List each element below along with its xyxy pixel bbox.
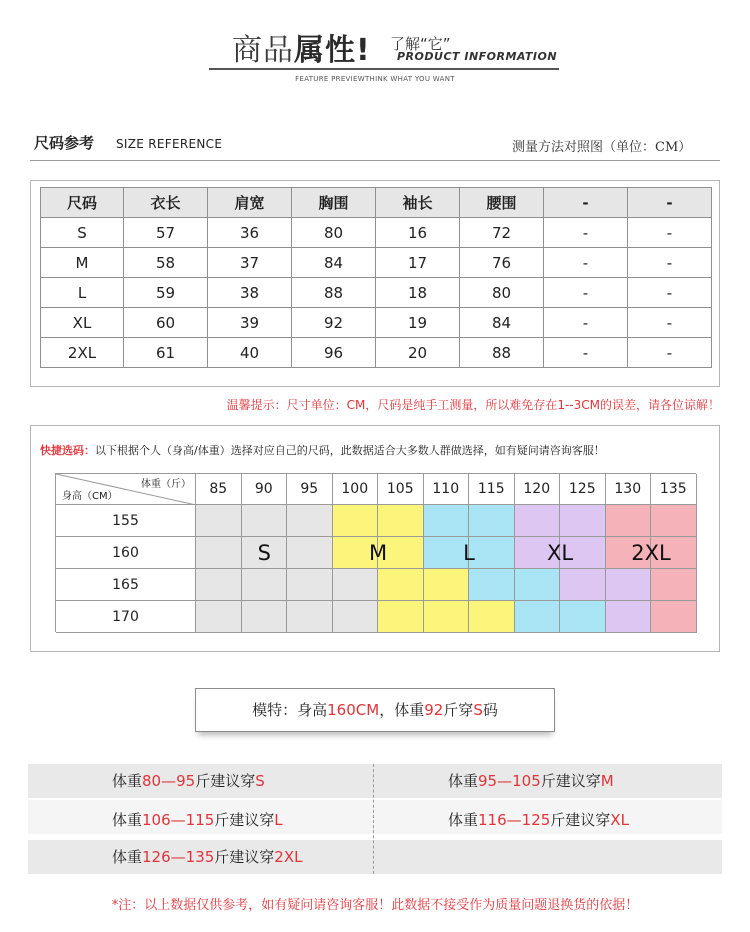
table-cell: 58	[124, 248, 208, 278]
rec-range: 80—95	[142, 772, 196, 790]
weight-height-grid	[55, 473, 696, 632]
model-info	[195, 688, 555, 732]
table-cell: 18	[376, 278, 460, 308]
height-row-cell: 165	[56, 569, 196, 601]
table-cell: 84	[460, 308, 544, 338]
size-zone-label: S	[257, 541, 271, 565]
size-fill-cell	[651, 505, 697, 537]
title-underline	[209, 68, 559, 70]
size-fill-cell	[242, 505, 288, 537]
size-fill-cell	[651, 601, 697, 633]
table-cell: 59	[124, 278, 208, 308]
table-cell: 37	[208, 248, 292, 278]
size-fill-cell	[424, 505, 470, 537]
rec-pre: 体重	[112, 772, 143, 790]
table-row	[41, 278, 712, 308]
table-cell: -	[544, 218, 628, 248]
table-cell: 2XL	[41, 338, 124, 368]
corner-weight-label: 体重（斤）	[141, 479, 191, 490]
table-cell: 96	[292, 338, 376, 368]
rec-range: 95—105	[478, 772, 541, 790]
size-table	[40, 187, 712, 368]
size-fill-cell	[378, 505, 424, 537]
page-title	[232, 25, 371, 69]
corner-height-label: 身高（CM）	[62, 491, 118, 502]
weight-header-cell: 95	[287, 474, 333, 505]
table-cell: S	[41, 218, 124, 248]
table-cell: 76	[460, 248, 544, 278]
recommendation	[448, 764, 614, 798]
rec-size: M	[600, 772, 614, 790]
size-fill-cell	[287, 601, 333, 633]
recommendation	[448, 803, 629, 837]
size-fill-cell	[560, 505, 606, 537]
weight-header-cell: 130	[606, 474, 652, 505]
weight-header-cell: 135	[651, 474, 697, 505]
table-cell: 60	[124, 308, 208, 338]
height-row-cell: 160	[56, 537, 196, 569]
model-mid: ，体重	[379, 701, 425, 719]
header-cell: 腰围	[460, 188, 544, 218]
model-size: S	[473, 701, 483, 719]
recommendation	[112, 840, 302, 874]
table-cell: 36	[208, 218, 292, 248]
table-cell: -	[628, 308, 712, 338]
table-row	[41, 248, 712, 278]
table-cell: 80	[460, 278, 544, 308]
size-section-title: 尺码参考	[34, 134, 95, 152]
height-row-cell: 155	[56, 505, 196, 537]
recommend-divider	[373, 764, 374, 874]
table-cell: 16	[376, 218, 460, 248]
weight-header-cell: 115	[469, 474, 515, 505]
size-fill-cell	[560, 569, 606, 601]
model-prefix: 模特：身高	[252, 701, 328, 719]
table-cell: 57	[124, 218, 208, 248]
weight-header-cell: 100	[333, 474, 379, 505]
size-zone-label: M	[368, 541, 388, 565]
size-fill-cell	[287, 569, 333, 601]
quick-select-hint	[40, 442, 605, 458]
measure-method: 测量方法对照图（单位：CM）	[512, 140, 692, 155]
table-cell: -	[628, 248, 712, 278]
rec-mid: 斤建议穿	[195, 772, 256, 790]
size-section-title-en: SIZE REFERENCE	[116, 137, 223, 151]
size-fill-cell	[378, 601, 424, 633]
size-fill-cell	[287, 505, 333, 537]
disclaimer-note: *注：以上数据仅供参考，如有疑问请咨询客服！此数据不接受作为质量问题退换货的依据！	[111, 898, 639, 913]
rec-size: XL	[610, 811, 629, 829]
size-fill-cell	[333, 505, 379, 537]
size-fill-cell	[606, 505, 652, 537]
size-fill-cell	[606, 601, 652, 633]
rec-pre: 体重	[448, 772, 479, 790]
rec-pre: 体重	[112, 811, 143, 829]
rec-mid: 斤建议穿	[540, 772, 601, 790]
table-cell: 39	[208, 308, 292, 338]
weight-header-cell: 85	[196, 474, 242, 505]
table-cell: -	[628, 278, 712, 308]
table-cell: -	[544, 338, 628, 368]
rec-size: S	[255, 772, 265, 790]
size-fill-cell	[469, 569, 515, 601]
recommendation	[112, 803, 283, 837]
size-fill-cell	[469, 601, 515, 633]
size-fill-cell	[515, 569, 561, 601]
model-mid2: 斤穿	[443, 701, 474, 719]
rec-range: 106—115	[142, 811, 215, 829]
rec-size: 2XL	[274, 848, 303, 866]
table-cell: 88	[460, 338, 544, 368]
table-cell: 17	[376, 248, 460, 278]
size-fill-cell	[196, 601, 242, 633]
table-cell: 80	[292, 218, 376, 248]
quick-select-text: 以下根据个人（身高/体重）选择对应自己的尺码，此数据适合大多数人群做选择，如有疑问请咨询客服！	[95, 444, 605, 457]
table-cell: L	[41, 278, 124, 308]
header-cell: -	[628, 188, 712, 218]
size-zone-label: L	[463, 541, 475, 565]
header-cell: 胸围	[292, 188, 376, 218]
size-fill-cell	[515, 505, 561, 537]
table-cell: 88	[292, 278, 376, 308]
height-row-cell: 170	[56, 601, 196, 633]
table-cell: 61	[124, 338, 208, 368]
header-cell: 肩宽	[208, 188, 292, 218]
tagline: FEATURE PREVIEWTHINK WHAT YOU WANT	[295, 75, 455, 83]
size-fill-cell	[242, 601, 288, 633]
model-suffix: 码	[482, 701, 498, 719]
size-fill-cell	[196, 569, 242, 601]
table-cell: 38	[208, 278, 292, 308]
rec-size: L	[274, 811, 283, 829]
section-divider	[30, 160, 720, 161]
table-cell: 84	[292, 248, 376, 278]
weight-header-cell: 105	[378, 474, 424, 505]
header-cell: 袖长	[376, 188, 460, 218]
quick-select-label: 快捷选码：	[40, 444, 95, 457]
table-cell: -	[544, 278, 628, 308]
table-cell: 92	[292, 308, 376, 338]
model-height: 160CM	[327, 701, 380, 719]
weight-header-cell: 125	[560, 474, 606, 505]
table-row	[41, 338, 712, 368]
header-cell: 衣长	[124, 188, 208, 218]
size-zone-label: 2XL	[631, 541, 671, 565]
size-fill-cell	[424, 601, 470, 633]
title-sub-en: PRODUCT INFORMATION	[397, 50, 558, 63]
size-fill-cell	[333, 601, 379, 633]
weight-header-cell: 120	[515, 474, 561, 505]
size-fill-cell	[651, 569, 697, 601]
size-fill-cell	[333, 569, 379, 601]
size-fill-cell	[469, 505, 515, 537]
table-row	[41, 308, 712, 338]
grid-corner-cell	[56, 474, 196, 505]
size-zone-label: XL	[546, 541, 574, 565]
rec-pre: 体重	[112, 848, 143, 866]
size-fill-cell	[560, 601, 606, 633]
size-fill-cell	[515, 601, 561, 633]
recommendation	[112, 764, 265, 798]
rec-mid: 斤建议穿	[550, 811, 611, 829]
size-fill-cell	[196, 505, 242, 537]
size-fill-cell	[242, 569, 288, 601]
table-cell: -	[544, 308, 628, 338]
rec-mid: 斤建议穿	[214, 848, 275, 866]
warm-tip: 温馨提示：尺寸单位：CM，尺码是纯手工测量，所以难免存在1--3CM的误差，请各位谅解！	[226, 398, 720, 412]
table-cell: 40	[208, 338, 292, 368]
weight-header-cell: 110	[424, 474, 470, 505]
rec-mid: 斤建议穿	[214, 811, 275, 829]
weight-header-cell: 90	[242, 474, 288, 505]
model-weight: 92	[424, 701, 444, 719]
table-cell: -	[544, 248, 628, 278]
size-table-header	[41, 188, 712, 218]
header-cell: 尺码	[41, 188, 124, 218]
table-cell: M	[41, 248, 124, 278]
title-bold: 属性!	[294, 33, 371, 68]
title-sub-cn: 了解“它”	[390, 35, 451, 53]
rec-range: 116—125	[478, 811, 551, 829]
size-fill-cell	[606, 569, 652, 601]
table-cell: 19	[376, 308, 460, 338]
size-fill-cell	[424, 569, 470, 601]
table-cell: 20	[376, 338, 460, 368]
title-light: 商品	[232, 33, 294, 68]
size-fill-cell	[378, 569, 424, 601]
header-cell: -	[544, 188, 628, 218]
rec-pre: 体重	[448, 811, 479, 829]
table-cell: -	[628, 338, 712, 368]
table-cell: XL	[41, 308, 124, 338]
rec-range: 126—135	[142, 848, 215, 866]
table-row	[41, 218, 712, 248]
table-cell: 72	[460, 218, 544, 248]
table-cell: -	[628, 218, 712, 248]
